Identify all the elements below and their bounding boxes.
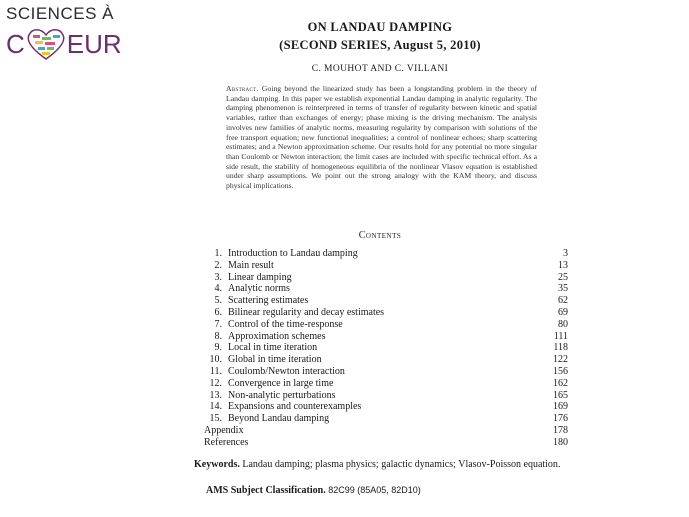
toc-entry-page: 25: [558, 271, 568, 283]
toc-entry-page: 3: [563, 248, 568, 259]
toc-entry-number: 6.: [214, 306, 222, 318]
toc-entry: [204, 283, 568, 295]
toc-entry: [204, 342, 568, 354]
toc-entry-number: 1.: [214, 248, 222, 259]
contents-heading: Contents: [358, 230, 402, 241]
toc-entry-page: 111: [553, 330, 568, 342]
toc-entry: [204, 331, 568, 343]
abstract-text: Going beyond the linearized study has been a longstanding problem in the theory of Landau damping. In this paper we establish exponential Landau damping in analytic regularity. The damping phenomenon is reinterpreted in terms of transfer of regularity between kinetic and spatial variables, rather than exchanges of energy; phase mixing is the driving mechanism. The analysis involves new families of analytic norms, measuring regularity by comparison with solutions of the free transport equation; new functional inequalities; a control of nonlinear echoes; sharp scattering estimates; and a Newton approximation scheme. Our results hold for any potential no more singular than Coulomb or Newton interaction; the limit cases are included with specific technical effort. As a side result, the stability of homogeneous equilibria of the nonlinear Vlasov equation is established under sharp assumptions. We point out the strong analogy with the KAM theory, and discuss physical implications.: [226, 84, 538, 191]
toc-entry: [204, 272, 568, 284]
toc-entry-title: Main result: [228, 259, 274, 271]
toc-entry-title: Expansions and counterexamples: [228, 401, 362, 413]
logo-bottom-row: [6, 27, 124, 61]
toc-entry-title: Coulomb/Newton interaction: [228, 365, 345, 377]
toc-entry: [204, 425, 568, 437]
toc-entry-number: 7.: [214, 318, 222, 330]
toc-entry-number: 9.: [214, 342, 222, 354]
ams-label: AMS Subject Classification.: [206, 485, 326, 496]
paper-title: ON LANDAU DAMPING: [307, 20, 453, 34]
toc-entry-page: 176: [553, 413, 568, 425]
toc-entry-page: 35: [558, 283, 568, 295]
toc-entry: [204, 390, 568, 402]
logo-letter-c: C: [6, 29, 25, 59]
toc-entry-title: Non-analytic perturbations: [228, 389, 336, 401]
toc-entry-page: 178: [553, 424, 568, 436]
toc-entry-number: 2.: [214, 259, 222, 271]
paper-subtitle: (SECOND SERIES, August 5, 2010): [279, 38, 481, 52]
toc-entry: [204, 319, 568, 331]
toc-entry-number: 12.: [209, 377, 222, 389]
toc-entry-number: 11.: [209, 365, 222, 377]
toc-entry-number: 5.: [214, 295, 222, 307]
toc-entry-number: 4.: [214, 283, 222, 295]
toc-entry: [204, 413, 568, 425]
toc-entry-page: 180: [553, 436, 568, 448]
toc-entry: [204, 378, 568, 390]
toc-entry-page: 69: [558, 306, 568, 318]
toc-entry-page: 122: [553, 354, 568, 366]
toc-entry-title: Linear damping: [228, 271, 292, 283]
toc-entry-page: 80: [558, 318, 568, 330]
keywords-block: [194, 459, 574, 471]
toc-entry-title: Local in time iteration: [228, 342, 318, 354]
toc-entry-page: 62: [558, 295, 568, 307]
toc-entry-title: Global in time iteration: [228, 354, 322, 366]
toc-entry: [204, 354, 568, 366]
toc-entry: [204, 366, 568, 378]
toc-entry-title: Control of the time-response: [228, 318, 343, 330]
logo-top-text: SCIENCES À: [6, 4, 114, 23]
toc-entry-title: Analytic norms: [228, 283, 290, 295]
toc-entry-title: Approximation schemes: [228, 330, 326, 342]
toc-entry-title: Bilinear regularity and decay estimates: [228, 306, 385, 318]
toc-entry-title: Convergence in large time: [228, 377, 334, 389]
toc-entry-page: 118: [553, 342, 568, 354]
toc-entry-title: Introduction to Landau damping: [228, 248, 358, 259]
abstract-block: [226, 84, 537, 191]
toc-entry-page: 162: [553, 377, 568, 389]
keywords-label: Keywords.: [194, 459, 240, 470]
toc-entry-number: 15.: [209, 413, 222, 425]
heart-icon: [26, 27, 66, 61]
abstract-label: Abstract.: [226, 84, 259, 93]
ams-value: 82C99 (85A05, 82D10): [328, 485, 421, 495]
toc-entry: [204, 437, 568, 449]
toc-entry: [204, 260, 568, 272]
toc-entry: [204, 307, 568, 319]
table-of-contents: [204, 248, 568, 449]
toc-entry-page: 156: [553, 365, 568, 377]
toc-entry-page: 165: [553, 389, 568, 401]
sciences-a-coeur-logo: [6, 4, 124, 66]
ams-classification: [206, 484, 421, 497]
toc-entry-number: 14.: [209, 401, 222, 413]
toc-entry-title: Scattering estimates: [228, 295, 309, 307]
paper-authors: C. MOUHOT AND C. VILLANI: [311, 64, 449, 74]
keywords-text: Landau damping; plasma physics; galactic dynamics; Vlasov-Poisson equation.: [242, 459, 561, 470]
toc-entry-page: 13: [558, 259, 568, 271]
toc-entry-title: References: [204, 436, 249, 448]
toc-entry-number: 8.: [214, 330, 222, 342]
logo-letters-eur: EUR: [66, 29, 122, 59]
toc-entry-number: 10.: [209, 354, 222, 366]
toc-entry-title: Beyond Landau damping: [228, 413, 330, 425]
toc-entry: [204, 295, 568, 307]
toc-entry: [204, 401, 568, 413]
toc-entry: [204, 248, 568, 260]
toc-entry-number: 3.: [214, 271, 222, 283]
toc-entry-number: 13.: [209, 389, 222, 401]
toc-entry-page: 169: [553, 401, 568, 413]
toc-entry-title: Appendix: [204, 424, 244, 436]
